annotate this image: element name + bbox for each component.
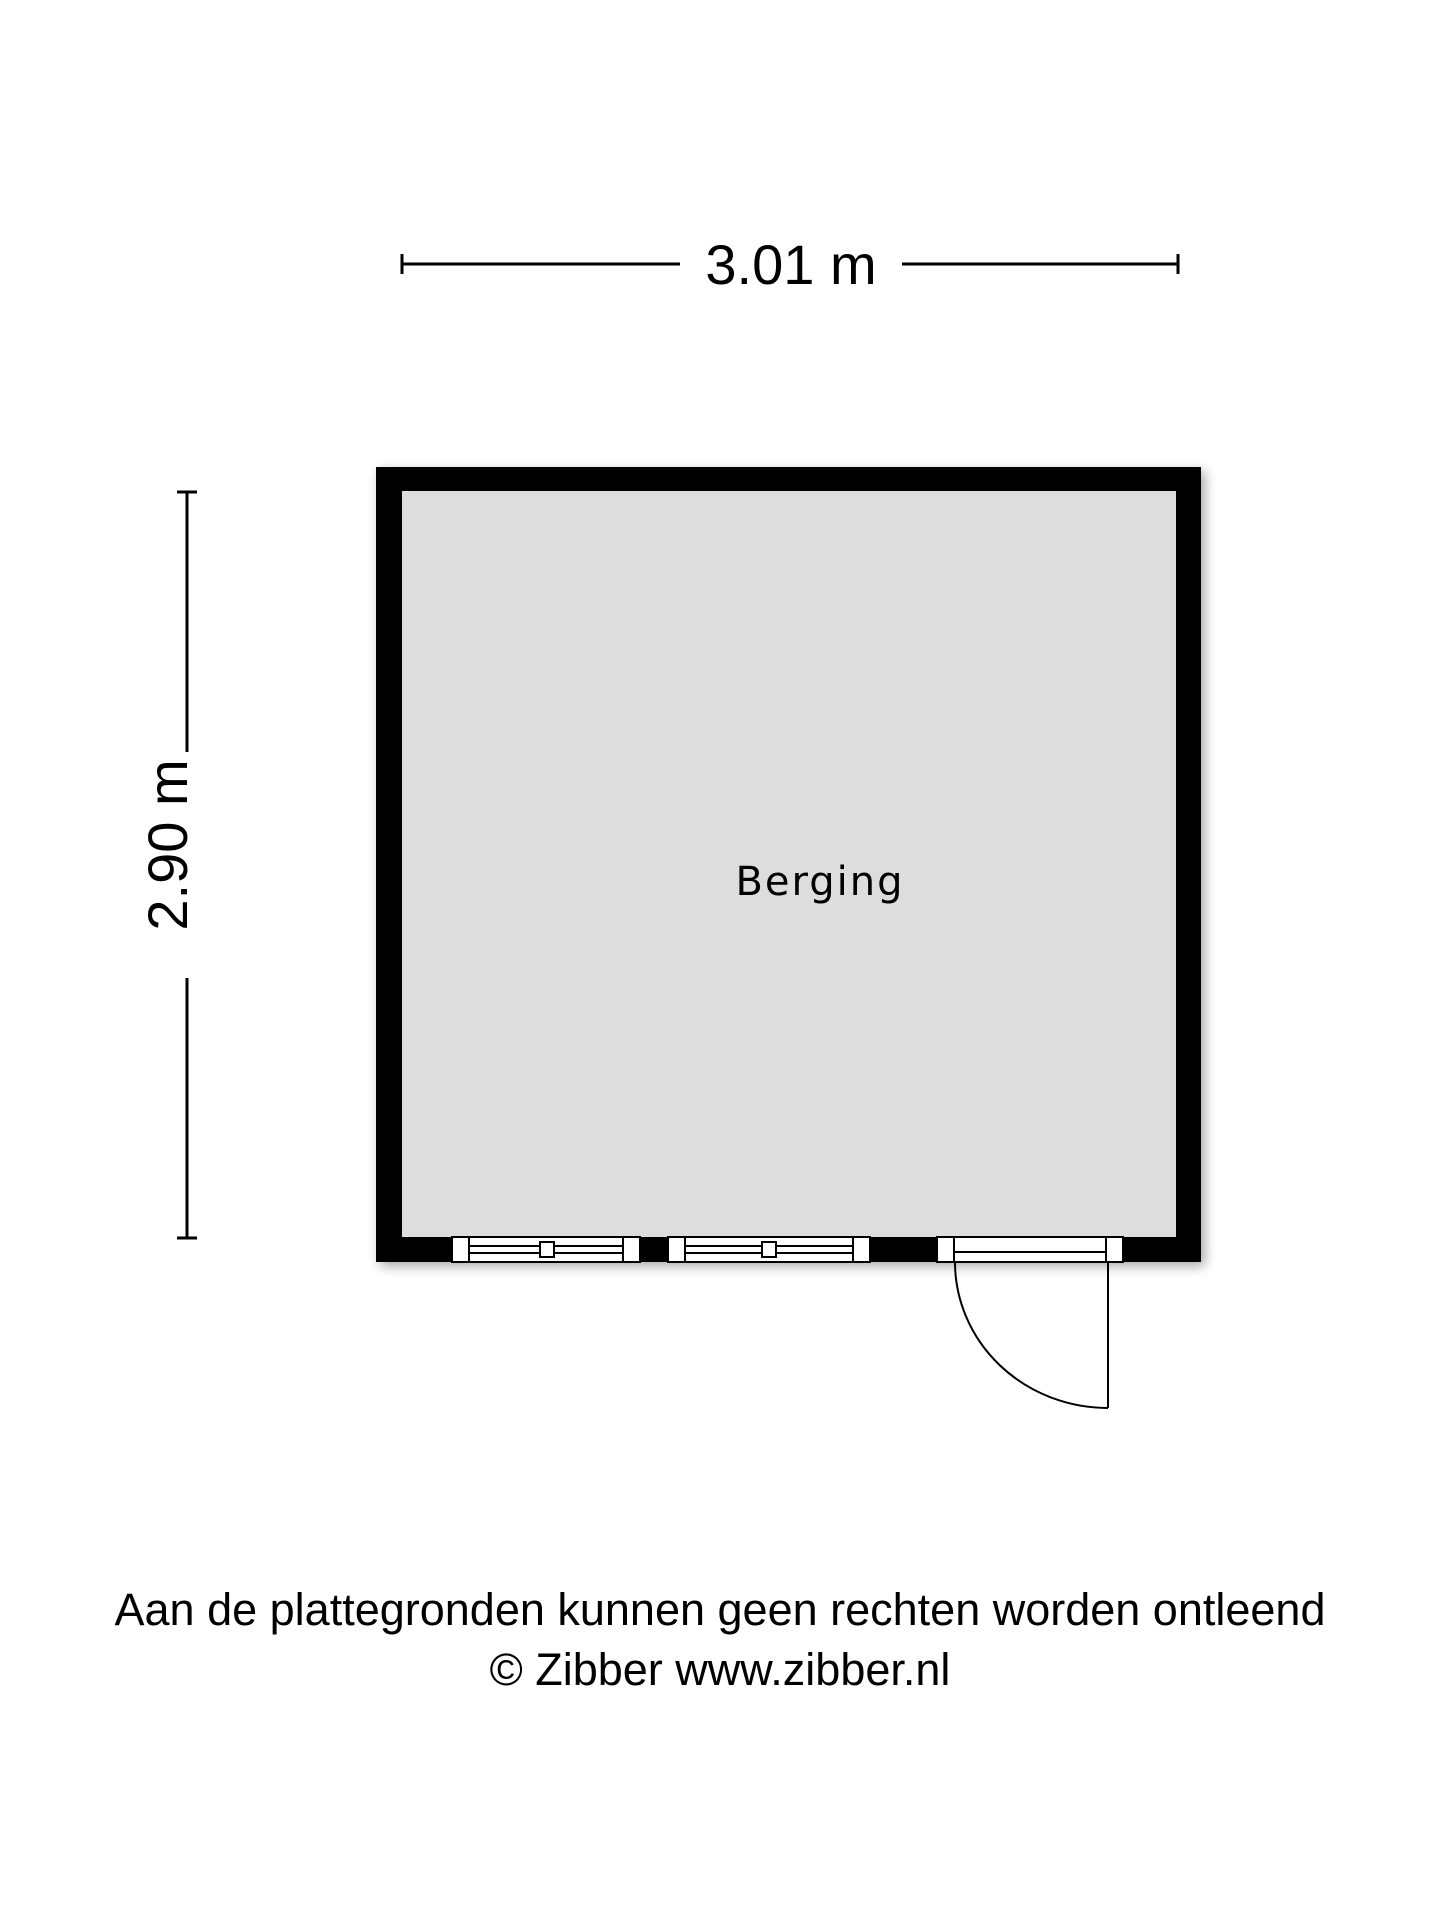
disclaimer-text: Aan de plattegronden kunnen geen rechten worden ontleend xyxy=(114,1584,1326,1635)
window-middle xyxy=(668,1237,870,1262)
height-dimension xyxy=(136,492,199,1238)
door-swing-arc xyxy=(955,1262,1108,1408)
door xyxy=(937,1237,1123,1408)
room-label: Berging xyxy=(735,859,905,905)
height-dimension-label: 2.90 m xyxy=(136,759,199,931)
window-left xyxy=(452,1237,640,1262)
width-dimension-label: 3.01 m xyxy=(705,233,877,296)
copyright-text: © Zibber www.zibber.nl xyxy=(489,1644,951,1695)
width-dimension xyxy=(402,233,1178,296)
